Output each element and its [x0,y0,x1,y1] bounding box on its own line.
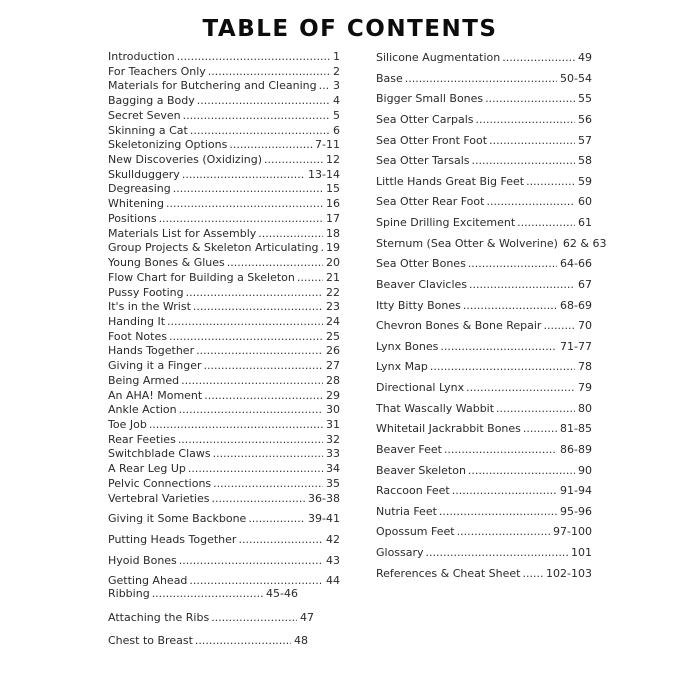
toc-entry-page: 23 [326,300,340,314]
toc-entry-label: A Rear Leg Up [108,462,186,476]
dot-leader [182,168,305,181]
toc-entry-label: Vertebral Varieties [108,491,210,505]
toc-column-left [108,50,340,648]
toc-entry-page: 60 [578,195,592,209]
dot-leader [197,94,330,107]
toc-entry-label: Introduction [108,50,175,63]
toc-entry-page: 62 & 63 [562,236,607,250]
toc-entry [108,533,340,548]
toc-entry [376,216,592,237]
toc-entry [108,94,340,109]
toc-entry-label: Skeletonizing Options [108,138,228,152]
toc-entry-label: Raccoon Feet [376,484,450,498]
toc-entry-page: 97-100 [553,525,592,539]
dot-leader [496,402,575,415]
toc-entry-page: 68-69 [560,298,592,312]
toc-entry [108,634,308,649]
dot-leader [452,484,557,497]
toc-entry [108,344,340,359]
toc-entry-page: 80 [578,401,592,415]
toc-entry [108,315,340,330]
dot-leader [430,360,575,373]
toc-entry [376,236,607,258]
dot-leader [486,195,575,208]
toc-entry-page: 67 [578,277,592,291]
toc-entry [108,256,340,271]
dot-leader [485,92,575,105]
toc-entry-page: 57 [578,133,592,147]
toc-entry-label: Pelvic Connections [108,476,212,490]
toc-entry [376,443,592,464]
dot-leader [297,271,323,284]
toc-entry [108,374,340,389]
dot-leader [526,175,575,188]
toc-entry [376,154,592,175]
toc-entry-label: Little Hands Great Big Feet [376,174,525,188]
dot-leader [468,257,557,270]
toc-entry-label: Pussy Footing [108,285,184,299]
toc-entry-page: 22 [326,285,340,299]
toc-entry-label: Skullduggery [108,167,180,181]
toc-entry [108,138,340,153]
toc-entry [376,51,592,72]
dot-leader [517,216,575,229]
dot-leader [543,319,575,332]
dot-leader [208,65,330,78]
dot-leader [204,389,323,402]
dot-leader [227,256,323,269]
toc-entry [108,65,340,80]
toc-entry-label: Opossum Feet [376,525,455,539]
toc-entry-label: An AHA! Moment [108,388,203,402]
toc-entry-page: 48 [294,633,308,647]
dot-leader [405,72,557,85]
dot-leader [188,462,323,475]
toc-entry-label: Bigger Small Bones [376,92,484,106]
toc-entry-label: Glossary [376,546,424,559]
toc-entry-label: Flow Chart for Building a Skeleton [108,270,295,284]
toc-entry [108,554,340,569]
dot-leader [183,109,330,122]
toc-entry-label: Sea Otter Rear Foot [376,195,485,209]
toc-entry [108,79,340,94]
toc-entry [108,286,340,301]
toc-entry [376,340,592,361]
toc-entry-page: 34 [326,462,340,476]
toc-entry-page: 3 [333,79,340,93]
dot-leader [169,330,323,343]
dot-leader [502,51,575,64]
dot-leader [204,359,323,372]
toc-entry-label: New Discoveries (Oxidizing) [108,153,263,167]
toc-entry-label: Beaver Clavicles [376,277,467,291]
toc-entry-page: 39-41 [308,512,340,526]
toc-entry [108,587,298,602]
toc-entry-page: 90 [578,463,592,477]
toc-entry-label: Spine Drilling Excitement [376,216,516,229]
toc-entry-label: Degreasing [108,182,171,196]
toc-entry [108,271,340,286]
dot-leader [179,403,323,416]
toc-entry-page: 49 [578,51,592,64]
toc-entry-page: 20 [326,256,340,270]
toc-entry-page: 18 [326,226,340,240]
dot-leader [213,477,323,490]
page-title: TABLE OF CONTENTS [202,16,498,42]
toc-entry-label: Sea Otter Carpals [376,112,474,126]
toc-entry-page: 7-11 [315,138,340,152]
toc-entry-label: Group Projects & Skeleton Articulating [108,241,319,255]
toc-entry [376,422,592,443]
toc-entry [108,212,340,227]
dot-leader [213,447,323,460]
toc-entry-page: 16 [326,197,340,211]
toc-entry-label: Putting Heads Together [108,533,237,546]
toc-entry [376,464,592,485]
toc-entry-page: 26 [326,344,340,358]
toc-entry [376,360,592,381]
toc-entry-label: Getting Ahead [108,574,188,588]
dot-leader [190,124,330,137]
toc-entry [376,402,592,423]
toc-entry [376,134,592,155]
toc-entry [376,505,592,526]
toc-entry-page: 47 [300,610,314,624]
toc-entry [108,168,340,183]
toc-column-right [376,51,607,587]
toc-entry [108,227,340,242]
toc-entry-page: 17 [326,211,340,225]
toc-entry-page: 1 [333,50,340,63]
dot-leader [167,315,323,328]
toc-entry-page: 24 [326,314,340,328]
toc-entry [376,72,592,93]
toc-entry [376,525,592,546]
toc-entry [376,257,592,278]
toc-entry-label: Materials List for Assembly [108,226,257,240]
dot-leader [468,464,575,477]
toc-entry [108,109,340,124]
dot-leader [466,381,575,394]
toc-entry [376,319,592,340]
toc-entry-label: Giving it Some Backbone [108,512,247,526]
toc-entry [108,462,340,477]
toc-entry-page: 61 [578,216,592,229]
dot-leader [489,134,575,147]
toc-entry-page: 29 [326,388,340,402]
toc-entry [108,124,340,139]
toc-entry [108,300,340,315]
toc-entry-label: Itty Bitty Bones [376,298,461,312]
toc-entry-page: 33 [326,447,340,461]
toc-entry-label: Lynx Bones [376,339,439,353]
toc-entry [376,567,592,588]
dot-leader [229,138,312,151]
toc-entry-label: Secret Seven [108,108,181,122]
toc-entry [376,484,592,505]
dot-leader [149,418,323,431]
toc-entry-page: 101 [571,546,592,559]
toc-entry [108,330,340,345]
dot-leader [258,227,323,240]
dot-leader [469,278,575,291]
toc-entry-label: Attaching the Ribs [108,610,210,624]
toc-entry-page: 2 [333,64,340,78]
dot-leader [196,344,323,357]
toc-entry [108,403,340,418]
toc-entry-label: Hands Together [108,344,195,358]
toc-entry-page: 5 [333,108,340,122]
toc-entry-page: 27 [326,359,340,373]
toc-entry [108,447,340,462]
toc-entry-label: Base [376,71,403,85]
dot-leader [177,50,330,63]
toc-entry-label: It's in the Wrist [108,300,191,314]
toc-entry-label: Silicone Augmentation [376,51,501,64]
dot-leader [211,492,305,505]
dot-leader [189,574,323,587]
dot-leader [179,554,323,567]
toc-entry [376,278,592,299]
toc-entry-page: 15 [326,182,340,196]
toc-entry-label: Beaver Feet [376,442,442,456]
toc-entry [108,182,340,197]
toc-entry-page: 4 [333,94,340,108]
toc-entry-page: 25 [326,329,340,343]
toc-entry-page: 36-38 [308,491,340,505]
dot-leader [173,182,323,195]
dot-leader [181,374,323,387]
toc-entry-page: 86-89 [560,442,592,456]
dot-leader [211,611,297,624]
toc-entry-label: Giving it a Finger [108,359,202,373]
dot-leader [440,340,557,353]
toc-entry-page: 13-14 [308,167,340,181]
toc-entry-label: Young Bones & Glues [108,256,225,270]
toc-entry-page: 30 [326,403,340,417]
toc-entry-label: Sea Otter Front Foot [376,133,488,147]
toc-entry [376,175,592,196]
toc-entry-label: Ankle Action [108,403,177,417]
toc-entry-label: Rear Feeties [108,432,176,446]
toc-entry-page: 6 [333,123,340,137]
toc-entry-page: 21 [326,270,340,284]
dot-leader [426,546,568,559]
dot-leader [248,512,305,525]
dot-leader [186,286,323,299]
toc-entry-label: Materials for Butchering and Cleaning [108,79,317,93]
dot-leader [193,300,323,313]
toc-entry-page: 102-103 [546,566,592,580]
toc-entry-page: 44 [326,574,340,588]
toc-entry-page: 43 [326,553,340,567]
toc-entry-label: For Teachers Only [108,64,206,78]
toc-entry [108,492,340,507]
toc-entry-page: 32 [326,432,340,446]
toc-entry-label: References & Cheat Sheet [376,566,521,580]
toc-entry-label: Whitetail Jackrabbit Bones [376,422,521,436]
toc-entry-page: 79 [578,381,592,394]
toc-entry [108,197,340,212]
toc-entry [108,241,340,256]
dot-leader [457,525,550,538]
toc-entry-label: Handing It [108,314,166,328]
toc-entry-page: 91-94 [560,484,592,498]
toc-entry-page: 19 [326,241,340,255]
toc-entry [376,92,592,113]
toc-entry [376,113,592,134]
toc-entry-page: 64-66 [560,257,592,271]
dot-leader [319,79,330,92]
toc-entry-label: Skinning a Cat [108,123,188,137]
toc-entry-label: That Wascally Wabbit [376,401,495,415]
toc-entry [108,433,340,448]
toc-entry-page: 59 [578,174,592,188]
toc-entry-page: 70 [578,319,592,333]
toc-entry [376,546,592,567]
toc-entry-page: 31 [326,417,340,431]
toc-entry-label: Chest to Breast [108,633,193,647]
toc-entry-page: 50-54 [560,71,592,85]
toc-entry-label: Hyoid Bones [108,553,177,567]
toc-entry-page: 81-85 [560,422,592,436]
toc-entry [108,359,340,374]
toc-entry-page: 42 [326,533,340,546]
toc-entry-label: Beaver Skeleton [376,463,466,477]
dot-leader [178,433,323,446]
dot-leader [152,587,263,600]
dot-leader [238,533,323,546]
toc-entry [108,418,340,433]
dot-leader [476,113,575,126]
toc-entry-label: Positions [108,211,157,225]
toc-entry-label: Nutria Feet [376,504,437,518]
dot-leader [159,212,323,225]
toc-entry-label: Ribbing [108,587,150,601]
toc-entry-label: Bagging a Body [108,94,195,108]
toc-entry [108,153,340,168]
toc-entry-page: 55 [578,92,592,106]
toc-entry-label: Toe Job [108,417,147,431]
toc-entry-label: Sea Otter Tarsals [376,154,470,168]
toc-entry [108,512,340,527]
toc-entry-label: Foot Notes [108,329,167,343]
dot-leader [195,634,291,647]
toc-entry-label: Being Armed [108,373,180,387]
dot-leader [463,299,557,312]
toc-entry-label: Sternum (Sea Otter & Wolverine) [376,236,558,250]
toc-entry-page: 35 [326,476,340,490]
toc-entry-page: 56 [578,112,592,126]
toc-entry [108,611,314,626]
toc-entry [108,389,340,404]
dot-leader [523,422,557,435]
dot-leader [444,443,557,456]
toc-entry [376,381,592,402]
toc-entry [108,477,340,492]
dot-leader [471,154,575,167]
toc-entry-page: 45-46 [266,587,298,601]
toc-entry [376,299,592,320]
toc-entry-label: Sea Otter Bones [376,257,466,271]
toc-entry-page: 12 [326,153,340,167]
toc-entry-page: 28 [326,373,340,387]
dot-leader [439,505,557,518]
toc-entry [376,195,592,216]
dot-leader [264,153,323,166]
toc-entry-page: 58 [578,154,592,168]
toc-entry-page: 71-77 [560,339,592,353]
toc-entry [108,50,340,65]
toc-entry-page: 95-96 [560,504,592,518]
toc-entry-page: 78 [578,360,592,374]
toc-entry-label: Switchblade Claws [108,447,211,461]
toc-entry-label: Lynx Map [376,360,428,374]
toc-entry-label: Directional Lynx [376,381,465,394]
toc-entry-label: Chevron Bones & Bone Repair [376,319,542,333]
toc-entry-label: Whitening [108,197,164,211]
dot-leader [522,567,543,580]
dot-leader [166,197,323,210]
